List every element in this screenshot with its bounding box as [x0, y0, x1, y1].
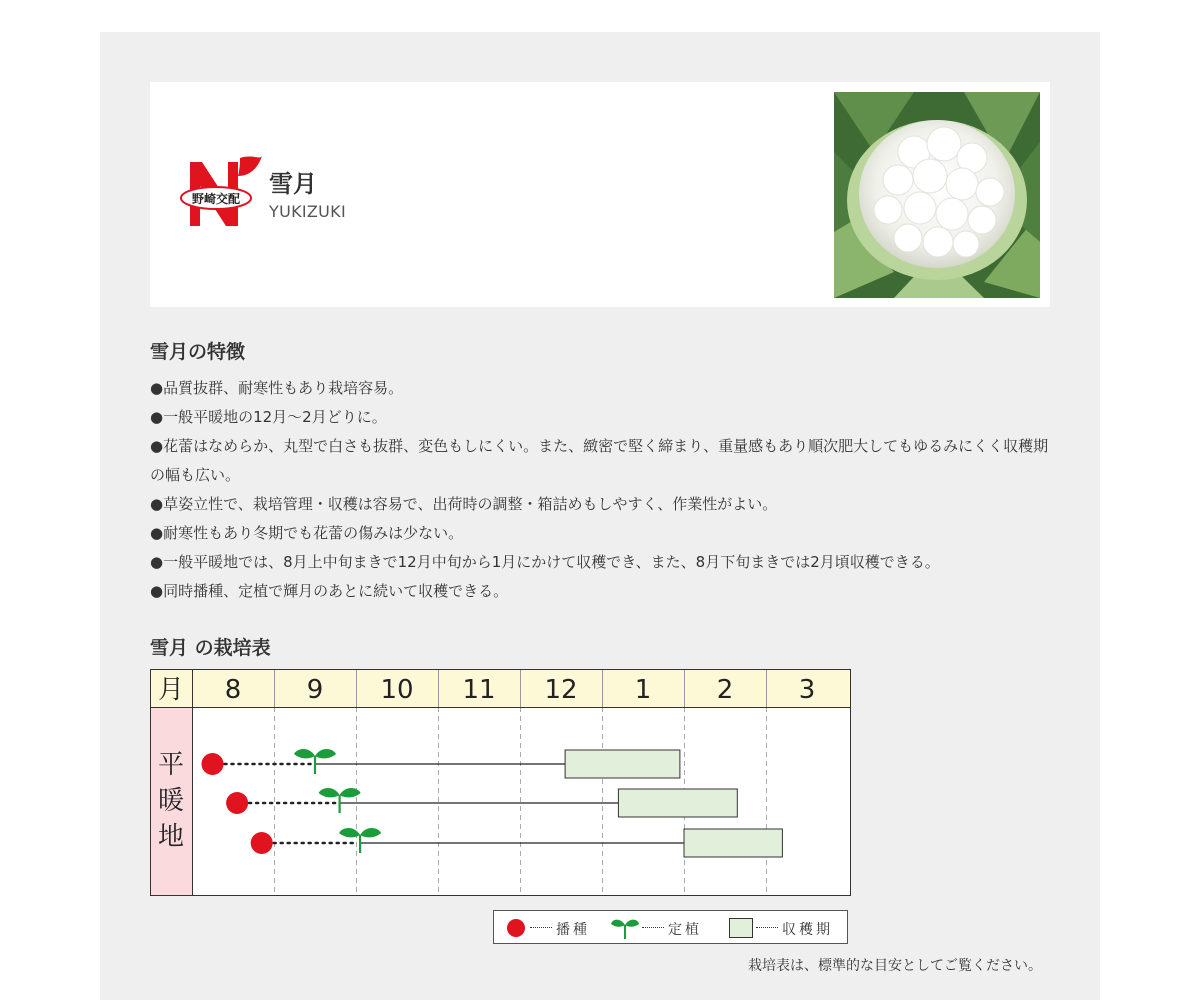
sowing-marker: [202, 753, 224, 775]
month-header-label: 月: [157, 675, 185, 705]
brand-logo-icon: [180, 154, 262, 234]
chart-body: [193, 708, 851, 896]
sowing-legend-label: 播種: [556, 922, 590, 938]
month-header-row: [151, 670, 851, 708]
region-label-char: 平: [157, 750, 185, 780]
features-list: [150, 374, 1050, 606]
cauliflower-photo: [834, 92, 1040, 298]
brand-badge-text: 野崎交配: [191, 192, 241, 206]
feature-item: ●一般平暖地の12月〜2月どりに。: [150, 408, 387, 426]
cultivation-chart-svg: [150, 669, 851, 897]
month-label: 9: [306, 675, 324, 705]
chart-legend: [493, 910, 848, 944]
month-label: 3: [798, 675, 816, 705]
harvest-period-bar: [618, 789, 737, 817]
cultivation-chart: [150, 669, 851, 901]
product-header-card: [150, 82, 1050, 307]
harvest-period-bar: [684, 829, 782, 857]
sowing-marker: [251, 832, 273, 854]
region-label-char: 暖: [157, 786, 185, 816]
month-label: 11: [462, 675, 496, 705]
feature-item: ●品質抜群、耐寒性もあり栽培容易。: [150, 379, 404, 397]
month-label: 1: [634, 675, 652, 705]
month-label: 2: [716, 675, 734, 705]
feature-item: ●花蕾はなめらか、丸型で白さも抜群、変色もしにくい。また、緻密で堅く締まり、重量感もあり順次肥大してもゆるみにくく収穫期の幅も広い。: [150, 437, 1049, 484]
feature-item: ●同時播種、定植で輝月のあとに続いて収穫できる。: [150, 582, 509, 600]
planting-legend-label: 定植: [668, 922, 702, 938]
legend-dotted-line: [756, 927, 778, 928]
region-label-char: 地: [157, 822, 185, 852]
sowing-marker: [226, 792, 248, 814]
seedling-legend-icon: [610, 915, 640, 941]
month-label: 12: [544, 675, 578, 705]
schedule-title: 雪月 の栽培表: [150, 637, 271, 659]
product-roman-name: YUKIZUKI: [269, 202, 346, 221]
legend-dotted-line: [530, 927, 552, 928]
feature-item: ●耐寒性もあり冬期でも花蕾の傷みは少ない。: [150, 524, 464, 542]
chart-note: 栽培表は、標準的な目安としてご覧ください。: [748, 958, 1042, 974]
legend-dotted-line: [642, 927, 664, 928]
harvest-period-bar: [565, 750, 680, 778]
feature-item: ●一般平暖地では、8月上中旬まきで12月中旬から1月にかけて収穫でき、また、8月下旬まきでは2月頃収穫できる。: [150, 553, 940, 571]
sowing-legend-icon: [506, 918, 526, 938]
product-name: 雪月: [269, 170, 317, 198]
feature-item: ●草姿立性で、栽培管理・収穫は容易で、出荷時の調整・箱詰めもしやすく、作業性がよい。: [150, 495, 778, 513]
features-title: 雪月の特徴: [150, 341, 246, 363]
harvest-legend-swatch: [729, 918, 753, 938]
month-label: 10: [380, 675, 414, 705]
month-label: 8: [224, 675, 242, 705]
harvest-legend-label: 収穫期: [782, 922, 833, 938]
